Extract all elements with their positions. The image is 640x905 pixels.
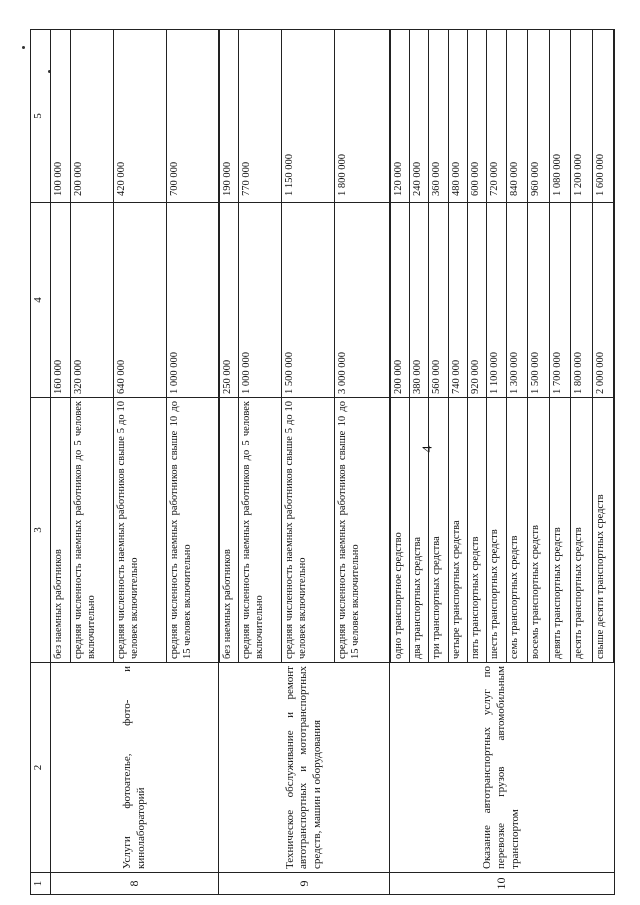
condition-cell: свыше десяти транспортных средств (592, 398, 614, 663)
value-col4-cell: 160 000 (51, 203, 70, 398)
table-row (390, 30, 410, 895)
value-col4-cell: 920 000 (467, 203, 486, 398)
value-col4-cell: 380 000 (410, 203, 429, 398)
header-cell: 2 (31, 663, 51, 873)
header-cell: 1 (31, 873, 51, 895)
value-col5-cell: 1 600 000 (592, 30, 614, 203)
table-row (51, 30, 70, 895)
value-col4-cell: 1 800 000 (571, 203, 593, 398)
value-col5-cell: 1 150 000 (282, 30, 335, 203)
value-col5-cell: 1 200 000 (571, 30, 593, 203)
value-col4-cell: 200 000 (390, 203, 410, 398)
value-col4-cell: 250 000 (219, 203, 239, 398)
value-col5-cell: 360 000 (429, 30, 448, 203)
value-col5-cell: 100 000 (51, 30, 70, 203)
condition-cell: два транспортных средства (410, 398, 429, 663)
header-cell: 5 (31, 30, 51, 203)
row-number: 9 (219, 873, 390, 895)
tariff-table (30, 29, 615, 895)
value-col4-cell: 640 000 (113, 203, 166, 398)
service-name: Оказание автотранспортных услуг по перевозке грузов автомобильным транспортом (390, 663, 614, 873)
value-col5-cell: 1 080 000 (549, 30, 571, 203)
value-col4-cell: 1 500 000 (282, 203, 335, 398)
page-number: 4 (420, 445, 436, 453)
condition-cell: шесть транспортных средств (487, 398, 506, 663)
value-col5-cell: 720 000 (487, 30, 506, 203)
condition-cell: три транспортных средства (429, 398, 448, 663)
value-col4-cell: 2 000 000 (592, 203, 614, 398)
scan-speck (22, 46, 25, 49)
value-col4-cell: 320 000 (70, 203, 113, 398)
value-col5-cell: 480 000 (448, 30, 467, 203)
value-col5-cell: 840 000 (506, 30, 528, 203)
value-col5-cell: 770 000 (239, 30, 282, 203)
value-col4-cell: 1 000 000 (166, 203, 219, 398)
value-col5-cell: 1 800 000 (334, 30, 389, 203)
value-col4-cell: 560 000 (429, 203, 448, 398)
service-name: Техническое обслуживание и ремонт автотранспортных и мототранспортных средств, машин и оборудования (219, 663, 390, 873)
condition-cell: средняя численность наемных работников до 5 человек включительно (239, 398, 282, 663)
value-col4-cell: 1 100 000 (487, 203, 506, 398)
value-col4-cell: 1 300 000 (506, 203, 528, 398)
value-col4-cell: 1 500 000 (528, 203, 550, 398)
value-col4-cell: 740 000 (448, 203, 467, 398)
table-body (51, 30, 614, 895)
condition-cell: четыре транспортных средства (448, 398, 467, 663)
rotated-page-content (30, 30, 615, 895)
condition-cell: семь транспортных средств (506, 398, 528, 663)
condition-cell: средняя численность наемных работников свыше 5 до 10 человек включительно (113, 398, 166, 663)
condition-cell: без наемных работников (219, 398, 239, 663)
condition-cell: пять транспортных средств (467, 398, 486, 663)
value-col5-cell: 240 000 (410, 30, 429, 203)
value-col4-cell: 3 000 000 (334, 203, 389, 398)
condition-cell: десять транспортных средств (571, 398, 593, 663)
service-name: Услуги фотоателье, фото- и кинолабораторий (51, 663, 219, 873)
row-number: 8 (51, 873, 219, 895)
value-col5-cell: 960 000 (528, 30, 550, 203)
condition-cell: средняя численность наемных работников свыше 10 до 15 человек включительно (334, 398, 389, 663)
table-header-row (31, 30, 51, 895)
condition-cell: средняя численность наемных работников свыше 5 до 10 человек включительно (282, 398, 335, 663)
value-col5-cell: 420 000 (113, 30, 166, 203)
condition-cell: без наемных работников (51, 398, 70, 663)
condition-cell: средняя численность наемных работников свыше 10 до 15 человек включительно (166, 398, 219, 663)
value-col4-cell: 1 700 000 (549, 203, 571, 398)
condition-cell: девять транспортных средств (549, 398, 571, 663)
value-col5-cell: 600 000 (467, 30, 486, 203)
condition-cell: средняя численность наемных работников до 5 человек включительно (70, 398, 113, 663)
condition-cell: восемь транспортных средств (528, 398, 550, 663)
value-col5-cell: 700 000 (166, 30, 219, 203)
value-col5-cell: 190 000 (219, 30, 239, 203)
table-row (219, 30, 239, 895)
condition-cell: одно транспортное средство (390, 398, 410, 663)
row-number: 10 (390, 873, 614, 895)
value-col4-cell: 1 000 000 (239, 203, 282, 398)
header-cell: 3 (31, 398, 51, 663)
value-col5-cell: 200 000 (70, 30, 113, 203)
header-cell: 4 (31, 203, 51, 398)
value-col5-cell: 120 000 (390, 30, 410, 203)
